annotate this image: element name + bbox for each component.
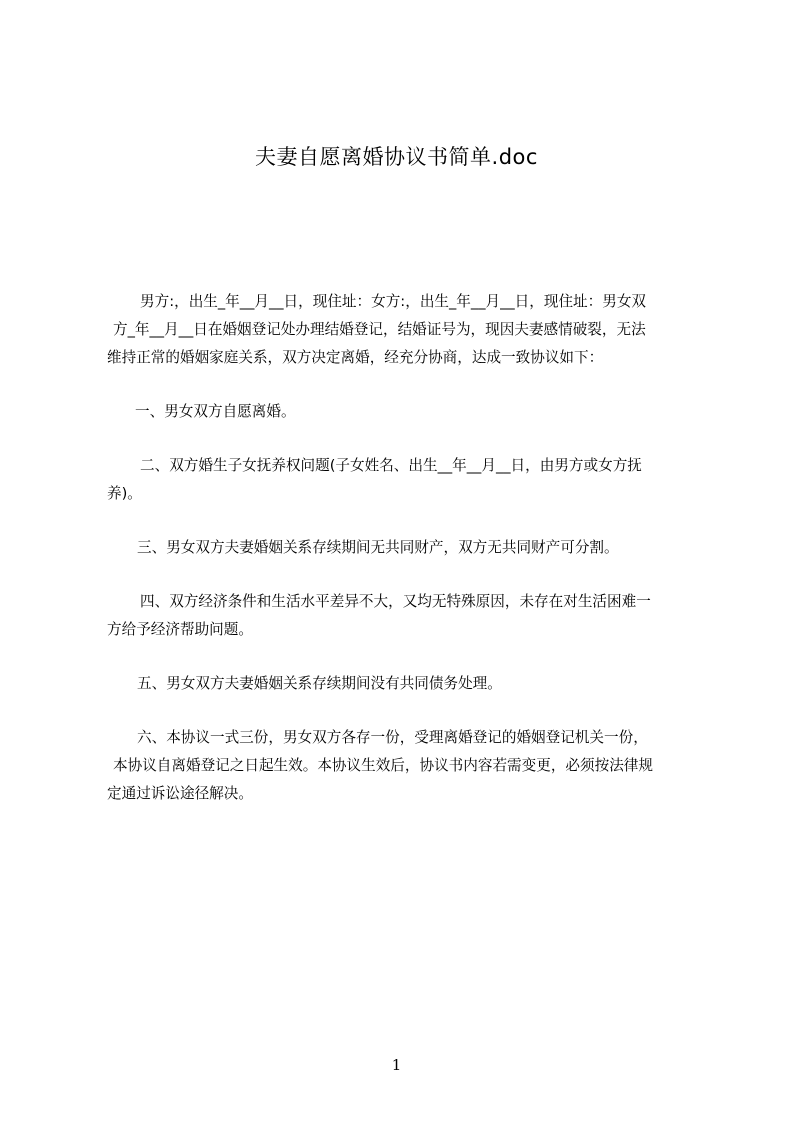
paragraph-clause-3 [107,534,701,562]
text-line: 三、男女双方夫妻婚姻关系存续期间无共同财产，双方无共同财产可分割。 [137,539,619,556]
document-body [107,288,701,808]
page-number: 1 [391,1056,402,1074]
text-line: 二、双方婚生子女抚养权问题(子女姓名、出生__年__月__日，由男方或女方抚 [140,457,642,474]
text-line: 五、男女双方夫妻婚姻关系存续期间没有共同债务处理。 [137,675,502,692]
paragraph-clause-5 [107,670,701,698]
document-title: 夫妻自愿离婚协议书简单.doc [255,145,538,169]
text-line: 六、本协议一式三份，男女双方各存一份，受理离婚登记的婚姻登记机关一份， [137,729,648,746]
paragraph-preamble [107,288,701,372]
text-line: 一、男女双方自愿离婚。 [135,403,296,420]
paragraph-clause-1 [107,398,701,426]
text-line: 方给予经济帮助问题。 [107,621,253,638]
text-line: 维持正常的婚姻家庭关系，双方决定离婚，经充分协商，达成一致协议如下： [107,349,604,366]
text-line: 本协议自离婚登记之日起生效。本协议生效后，协议书内容若需变更，必须按法律规 [113,757,653,774]
text-line: 方_年__月__日在婚姻登记处办理结婚登记，结婚证号为，现因夫妻感情破裂，无法 [113,321,646,338]
text-line: 定通过诉讼途径解决。 [107,785,253,802]
text-line: 男方:，出生_年__月__日，现住址：女方:，出生_年__月__日，现住址：男女双 [140,293,647,310]
paragraph-clause-6 [107,724,701,808]
text-line: 四、双方经济条件和生活水平差异不大，又均无特殊原因，未存在对生活困难一 [140,593,651,610]
paragraph-clause-2 [107,452,701,508]
text-line: 养)。 [107,485,142,502]
paragraph-clause-4 [107,588,701,644]
